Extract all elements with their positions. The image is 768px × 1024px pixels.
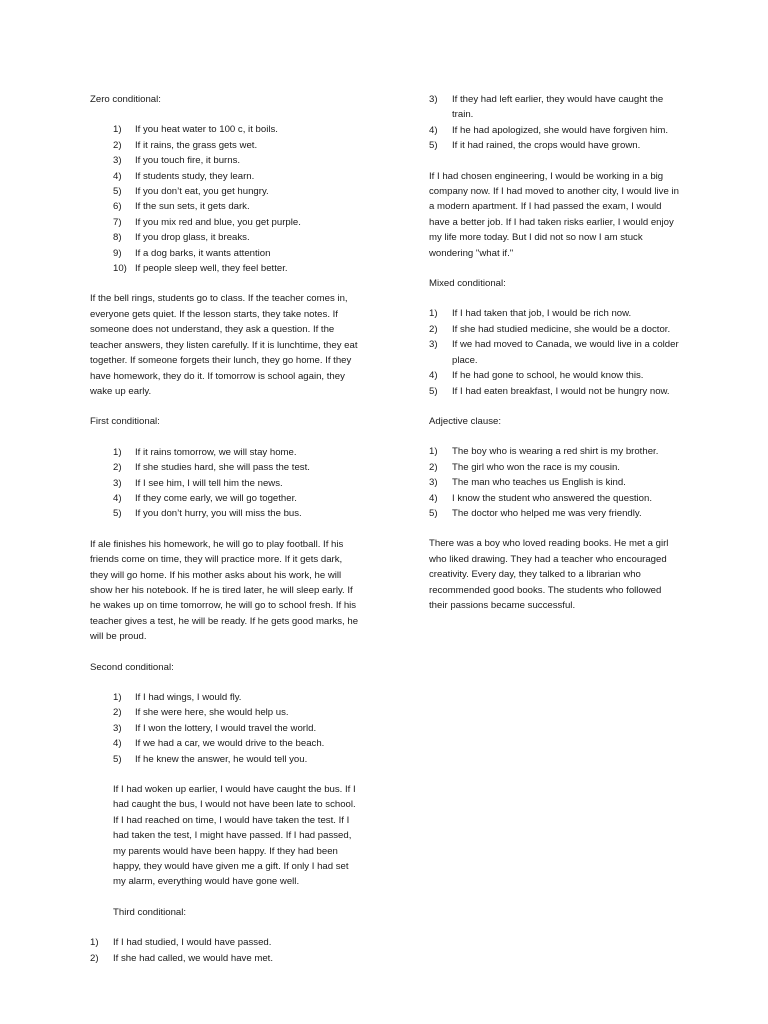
- list-item-text: If I see him, I will tell him the news.: [135, 477, 283, 489]
- list-item-text: If I won the lottery, I would travel the world.: [135, 722, 317, 734]
- list-item-text: If they come early, we will go together.: [135, 492, 297, 504]
- list-item-number: 4): [429, 492, 438, 504]
- list-item: [90, 153, 362, 168]
- list-item-number: 3): [429, 339, 438, 351]
- list-item-number: 5): [113, 508, 122, 520]
- list-item-text: If I had wings, I would fly.: [135, 692, 242, 703]
- list-item-text: If you drop glass, it breaks.: [135, 232, 250, 244]
- adjective-clause-list: [429, 444, 679, 521]
- list-item: [90, 506, 362, 521]
- list-item: [429, 444, 679, 459]
- list-item: [429, 475, 679, 490]
- list-item-text: If I had taken that job, I would be rich now.: [452, 308, 632, 320]
- list-item: [90, 445, 362, 460]
- list-item-text: If he had apologized, she would have forgiven him.: [452, 124, 668, 136]
- list-item: [429, 491, 679, 506]
- list-item-text: If I had studied, I would have passed.: [113, 937, 272, 949]
- list-item: [429, 368, 679, 383]
- list-item-text: The girl who won the race is my cousin.: [452, 461, 620, 473]
- list-item-number: 4): [429, 124, 438, 136]
- second-conditional-list: [90, 690, 362, 767]
- list-item: [90, 951, 362, 966]
- list-item-number: 3): [429, 94, 438, 105]
- mixed-conditional-heading: Mixed conditional:: [429, 278, 506, 290]
- list-item: [90, 138, 362, 153]
- list-item: [90, 736, 362, 751]
- list-item-text: If it rains tomorrow, we will stay home.: [135, 446, 297, 458]
- list-item-text: If you mix red and blue, you get purple.: [135, 216, 301, 228]
- list-item-number: 6): [113, 201, 122, 213]
- list-item-text: If people sleep well, they feel better.: [135, 263, 288, 275]
- list-item-number: 1): [90, 937, 99, 949]
- list-item: [429, 460, 679, 475]
- list-item-number: 1): [429, 308, 438, 320]
- list-item-number: 2): [429, 323, 438, 335]
- list-item-text: The man who teaches us English is kind.: [452, 477, 626, 489]
- right-column: [429, 92, 679, 628]
- list-item: [90, 122, 362, 137]
- list-item-number: 4): [113, 738, 122, 750]
- list-item-number: 10): [113, 263, 127, 275]
- list-item-number: 1): [429, 446, 438, 458]
- list-item-number: 5): [113, 753, 122, 765]
- list-item: [90, 705, 362, 720]
- list-item: [90, 721, 362, 736]
- third-conditional-list: [90, 935, 362, 966]
- list-item-text: If he knew the answer, he would tell you.: [135, 753, 308, 765]
- list-item-number: 4): [113, 492, 122, 504]
- adjective-clause-heading: Adjective clause:: [429, 415, 501, 427]
- list-item-text: If she were here, she would help us.: [135, 707, 289, 719]
- list-item: [429, 138, 679, 153]
- adjective-clause-paragraph: There was a boy who loved reading books. He met a girl who liked drawing. They had a teacher who encouraged creativity. Every day, they talked to a librarian who recommended good books. The students who followed their passions became successful.: [429, 538, 669, 611]
- list-item-text: If it rains, the grass gets wet.: [135, 139, 258, 151]
- list-item-text: If she had called, we would have met.: [113, 952, 273, 964]
- list-item-number: 3): [113, 722, 122, 734]
- first-conditional-list: [90, 445, 362, 522]
- list-item-text: If they had left earlier, they would have caught the train.: [452, 94, 664, 121]
- list-item-number: 2): [90, 952, 99, 964]
- list-item-number: 4): [429, 370, 438, 382]
- mixed-conditional-list: [429, 306, 679, 398]
- list-item-number: 5): [429, 507, 438, 519]
- second-conditional-paragraph: If I had woken up earlier, I would have caught the bus. If I had caught the bus, I would not have been late to school. If I had reached on time, I would have taken the test. If I had taken the test, I might have passed. If I had passed, my parents would have been happy. If they had been happy, they would have given me a gift. If only I had set my alarm, everything would have gone well.: [113, 784, 356, 888]
- list-item-text: I know the student who answered the question.: [452, 492, 652, 504]
- list-item-text: The doctor who helped me was very friendly.: [452, 507, 642, 519]
- first-conditional-paragraph: If ale finishes his homework, he will go to play football. If his friends come on time, they will practice more. If it gets dark, they will go home. If his mother asks about his work, he will show her his notebook. If he is tired later, he will sleep early. If he wakes up on time tomorrow, he will go to school fresh. If his teacher gives a test, he will be ready. If he gets good marks, he will be proud.: [90, 538, 359, 643]
- list-item-text: If students study, they learn.: [135, 170, 255, 182]
- list-item-number: 3): [113, 477, 122, 489]
- list-item-number: 2): [429, 461, 438, 473]
- list-item: [90, 491, 362, 506]
- zero-conditional-list: [90, 122, 362, 276]
- list-item-number: 2): [113, 139, 122, 151]
- first-conditional-heading: First conditional:: [90, 416, 160, 428]
- list-item: [429, 337, 679, 368]
- list-item: [90, 476, 362, 491]
- list-item: [90, 184, 362, 199]
- list-item-text: The boy who is wearing a red shirt is my brother.: [452, 446, 659, 458]
- list-item-text: If a dog barks, it wants attention: [135, 247, 271, 259]
- list-item-number: 5): [429, 140, 438, 152]
- list-item-number: 2): [113, 707, 122, 719]
- list-item-number: 2): [113, 462, 122, 474]
- list-item: [90, 199, 362, 214]
- list-item: [90, 261, 362, 276]
- list-item: [90, 230, 362, 245]
- list-item: [429, 506, 679, 521]
- list-item-text: If it had rained, the crops would have grown.: [452, 140, 641, 152]
- list-item: [90, 246, 362, 261]
- list-item: [429, 384, 679, 399]
- list-item-text: If you touch fire, it burns.: [135, 155, 241, 167]
- list-item-number: 1): [113, 692, 122, 703]
- list-item: [429, 92, 679, 123]
- list-item-text: If I had eaten breakfast, I would not be hungry now.: [452, 385, 670, 397]
- list-item-text: If she had studied medicine, she would be a doctor.: [452, 323, 671, 335]
- list-item-number: 4): [113, 170, 122, 182]
- left-column: [90, 92, 362, 981]
- list-item: [90, 169, 362, 184]
- list-item-text: If the sun sets, it gets dark.: [135, 201, 250, 213]
- list-item-text: If you heat water to 100 c, it boils.: [135, 124, 278, 136]
- list-item: [90, 935, 362, 950]
- third-conditional-list-continued: [429, 92, 679, 154]
- list-item-text: If you don’t hurry, you will miss the bus.: [135, 508, 302, 520]
- list-item-number: 1): [113, 446, 122, 458]
- second-conditional-heading: Second conditional:: [90, 661, 174, 673]
- zero-conditional-paragraph: If the bell rings, students go to class. If the teacher comes in, everyone gets quiet. If the lesson starts, they take notes. If someone does not understand, they ask a question. If the teacher answers, they listen carefully. If it is lunchtime, they eat together. If someone forgets their lunch, they go home. If they have homework, they do it. If tomorrow is school again, they wake up early.: [90, 293, 358, 397]
- list-item-text: If he had gone to school, he would know this.: [452, 370, 644, 382]
- third-conditional-paragraph: If I had chosen engineering, I would be working in a big company now. If I had moved to another city, I would live in a modern apartment. If I had passed the exam, I would have a better job. If I had taken risks earlier, I would enjoy my life more today. But I did not so now I am stuck wondering "what if.": [429, 170, 679, 259]
- list-item-text: If she studies hard, she will pass the test.: [135, 462, 310, 474]
- list-item: [90, 215, 362, 230]
- list-item-text: If we had moved to Canada, we would live in a colder place.: [452, 339, 679, 366]
- list-item-number: 7): [113, 216, 122, 228]
- list-item-text: If we had a car, we would drive to the beach.: [135, 738, 325, 750]
- third-conditional-heading: Third conditional:: [113, 906, 187, 918]
- list-item: [90, 752, 362, 767]
- list-item-number: 1): [113, 124, 122, 136]
- list-item-text: If you don’t eat, you get hungry.: [135, 186, 269, 198]
- list-item-number: 3): [429, 477, 438, 489]
- list-item-number: 8): [113, 232, 122, 244]
- list-item-number: 9): [113, 247, 122, 259]
- list-item: [429, 322, 679, 337]
- list-item: [90, 690, 362, 705]
- list-item: [429, 123, 679, 138]
- list-item: [90, 460, 362, 475]
- list-item-number: 3): [113, 155, 122, 167]
- zero-conditional-heading: Zero conditional:: [90, 94, 161, 105]
- list-item-number: 5): [113, 186, 122, 198]
- list-item-number: 5): [429, 385, 438, 397]
- list-item: [429, 306, 679, 321]
